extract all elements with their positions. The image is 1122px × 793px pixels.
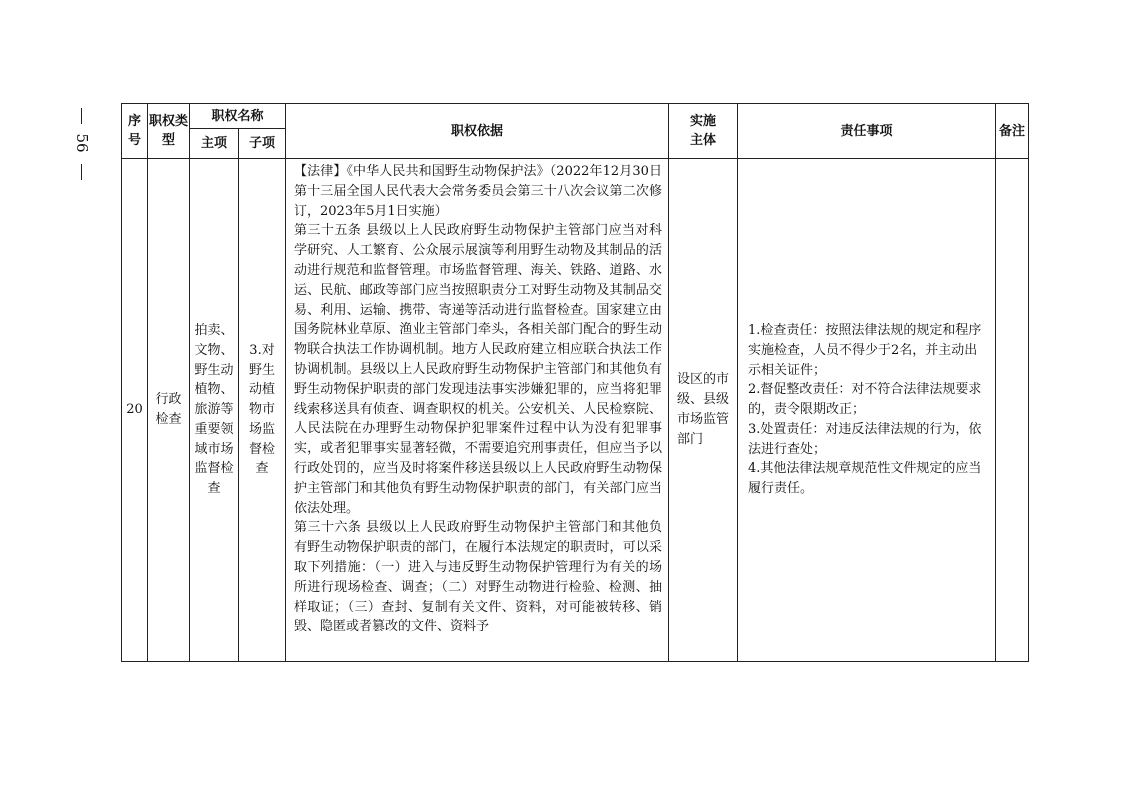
page-number-text: 56 (73, 133, 91, 153)
basis-paragraph-law: 【法律】《中华人民共和国野生动物保护法》（2022年12月30日第十三届全国人民代表大会常务委员会第三十八次会议第二次修订，2023年5月1日实施） (294, 164, 663, 219)
cell-index: 20 (122, 159, 148, 662)
cell-entity: 设区的市级、县级市场监管部门 (669, 159, 738, 662)
page-number (64, 108, 100, 178)
cell-basis (286, 159, 669, 662)
cell-main-item: 拍卖、文物、野生动植物、旅游等重要领域市场监督检查 (190, 159, 239, 662)
header-row-1 (122, 104, 1029, 129)
basis-paragraph-article-36: 第三十六条 县级以上人民政府野生动物保护主管部门和其他负有野生动物保护职责的部门，在履行本法规定的职责时，可以采取下列措施：（一）进入与违反野生动物保护管理行为有关的场所进行现场检查、调查；（二）对野生动物进行检验、检测、抽样取证；（三）查封、复制有关文件、资料，对可能被转移、销毁、隐匿或者篡改的文件、资料予 (294, 520, 663, 635)
cell-remarks (996, 159, 1029, 662)
header-main-item: 主项 (190, 129, 239, 159)
header-sub-item: 子项 (239, 129, 286, 159)
authority-table (121, 103, 1029, 662)
responsibility-item-1: 1.检查责任：按照法律法规的规定和程序实施检查，人员不得少于2名，并主动出示相关证件； (748, 322, 982, 378)
table-row (122, 159, 1029, 662)
header-basis: 职权依据 (286, 104, 669, 159)
basis-paragraph-article-35: 第三十五条 县级以上人民政府野生动物保护主管部门应当对科学研究、人工繁育、公众展示展演等利用野生动物及其制品的活动进行规范和监督管理。市场监督管理、海关、铁路、道路、水运、民航、邮政等部门应当按照职责分工对野生动物及其制品交易、利用、运输、携带、寄递等活动进行监督检查。国家建立由国务院林业草原、渔业主管部门牵头，各相关部门配合的野生动物联合执法工作协调机制。地方人民政府建立相应联合执法工作协调机制。县级以上人民政府野生动物保护主管部门和其他负有野生动物保护职责的部门发现违法事实涉嫌犯罪的，应当将犯罪线索移送具有侦查、调查职权的机关。公安机关、人民检察院、人民法院在办理野生动物保护犯罪案件过程中认为没有犯罪事实，或者犯罪事实显著轻微，不需要追究刑事责任，但应当予以行政处罚的，应当及时将案件移送县级以上人民政府野生动物保护主管部门和其他负有野生动物保护职责的部门，有关部门应当依法处理。 (294, 223, 663, 516)
header-index: 序号 (122, 104, 148, 159)
responsibility-item-2: 2.督促整改责任：对不符合法律法规要求的，责令限期改正； (748, 382, 982, 418)
cell-type: 行政检查 (148, 159, 190, 662)
responsibility-item-3: 3.处置责任：对违反法律法规的行为，依法进行查处； (748, 421, 982, 457)
responsibility-item-4: 4.其他法律法规章规范性文件规定的应当履行责任。 (748, 461, 982, 497)
cell-sub-item: 3.对野生动植物市场监督检查 (239, 159, 286, 662)
header-responsibility: 责任事项 (738, 104, 996, 159)
header-remarks: 备注 (996, 104, 1029, 159)
page-number-dash-top (81, 108, 82, 124)
header-type: 职权类型 (148, 104, 190, 159)
page-number-dash-bottom (81, 164, 82, 180)
header-entity: 实施主体 (669, 104, 738, 159)
header-name-group: 职权名称 (190, 104, 286, 129)
cell-responsibility (738, 159, 996, 662)
